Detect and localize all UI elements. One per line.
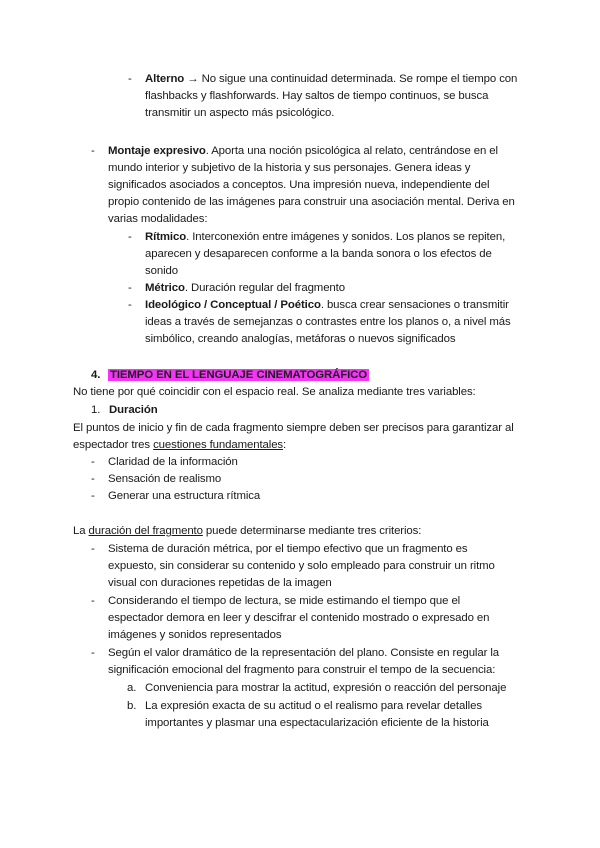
alpha-marker: a.: [127, 682, 137, 694]
criterio-2-line-3: imágenes y sonidos representados: [108, 629, 282, 641]
bullet: -: [128, 299, 132, 311]
list-item: Sensación de realismo: [108, 473, 222, 485]
ritmico-line-2: aparecen y desaparecen conforme a la banda sonora o los efectos de: [145, 248, 492, 260]
bullet: -: [91, 145, 95, 157]
montaje-line-1: [108, 143, 498, 160]
criterio-3-line-2: significación emocional del fragmento para construir el tempo de la secuencia:: [108, 664, 496, 676]
duracion-text-2-pre: espectador tres: [73, 439, 154, 451]
list-item: Generar una estructura rítmica: [108, 490, 261, 502]
section-intro: No tiene por qué coincidir con el espacio real. Se analiza mediante tres variables:: [73, 386, 476, 398]
duracion-text-1: El puntos de inicio y fin de cada fragmento siempre deben ser precisos para garantizar al: [73, 422, 514, 434]
alterno-text: → No sigue una continuidad determinada. Se rompe el tiempo con: [184, 73, 518, 85]
alterno-line-1: [145, 71, 517, 88]
ritmico-text: . Interconexión entre imágenes y sonidos. Los planos se repiten,: [186, 231, 506, 243]
ideologico-line-3: simbólico, creando analogías, metáforas o nuevos significados: [145, 333, 456, 345]
alpha-marker: b.: [127, 700, 137, 712]
bullet: -: [91, 543, 95, 555]
bullet: -: [91, 647, 95, 659]
sub-item-b-line-2: importantes y plasmar una espectacularización eficiente de la historia: [145, 717, 489, 729]
montaje-line-2: mundo interior y subjetivo de la historia y sus personajes. Genera ideas y: [108, 162, 471, 174]
bullet: -: [128, 282, 132, 294]
criterio-1-line-3: visual con duraciones repetidas de la imagen: [108, 577, 332, 589]
section-heading-highlight: TIEMPO EN EL LENGUAJE CINEMATOGRÁFICO: [110, 369, 368, 381]
bullet: -: [91, 595, 95, 607]
montaje-line-4: propio contenido de las imágenes para construir una asociación mental. Deriva en: [108, 196, 515, 208]
sub-item-b-line-1: La expresión exacta de su actitud o el realismo para revelar detalles: [145, 700, 482, 712]
alterno-line-3: transmitir un aspecto más psicológico.: [145, 107, 335, 119]
ritmico-term: Rítmico: [145, 231, 187, 243]
duracion-text-2: [73, 437, 286, 454]
sub-item-a: Conveniencia para mostrar la actitud, expresión o reacción del personaje: [145, 682, 507, 694]
section-number: 4.: [91, 369, 101, 381]
montaje-line-5: varias modalidades:: [108, 213, 208, 225]
bullet: -: [91, 473, 95, 485]
criterio-1-line-2: expuesto, sin considerar su contenido y solo empleado para construir un ritmo: [108, 560, 495, 572]
list-item: Claridad de la información: [108, 456, 238, 468]
section-heading: [108, 367, 369, 384]
duracion-fragmento-underlined: duración del fragmento: [88, 525, 203, 537]
ideologico-line-1: [145, 297, 509, 314]
bullet: -: [128, 231, 132, 243]
metrico-term: Métrico: [145, 282, 185, 294]
cuestiones-underlined: cuestiones fundamentales: [153, 439, 284, 451]
duracion-text-2-post: :: [283, 439, 287, 451]
criterio-2-line-1: Considerando el tiempo de lectura, se mide estimando el tiempo que el: [108, 595, 461, 607]
ideologico-term: Ideológico / Conceptual / Poético: [145, 299, 321, 311]
bullet: -: [91, 456, 95, 468]
ideologico-text: . busca crear sensaciones o transmitir: [320, 299, 509, 311]
bullet: -: [91, 490, 95, 502]
metrico-line-1: [145, 280, 345, 297]
montaje-text: . Aporta una noción psicológica al relato, centrándose en el: [205, 145, 498, 157]
criterio-3-line-1: Según el valor dramático de la representación del plano. Consiste en regular la: [108, 647, 500, 659]
alterno-line-2: flashbacks y flashforwards. Hay saltos de tiempo continuos, se busca: [145, 90, 489, 102]
criterio-1-line-1: Sistema de duración métrica, por el tiempo efectivo que un fragmento es: [108, 543, 468, 555]
criterios-intro: [73, 523, 421, 540]
bullet: -: [128, 73, 132, 85]
criterios-intro-pre: La: [73, 525, 89, 537]
alterno-term: Alterno: [145, 73, 185, 85]
ritmico-line-1: [145, 229, 505, 246]
ideologico-line-2: ideas a través de semejanzas o contrastes entre los planos o, a nivel más: [145, 316, 511, 328]
metrico-text: . Duración regular del fragmento: [184, 282, 345, 294]
numbered-marker: 1.: [91, 404, 101, 416]
duracion-heading: Duración: [109, 404, 158, 416]
montaje-line-3: significados asociados a conceptos. Una impresión nueva, independiente del: [108, 179, 490, 191]
criterios-intro-post: puede determinarse mediante tres criterios:: [202, 525, 422, 537]
criterio-2-line-2: espectador demora en leer y descifrar el contenido mostrado o expresado en: [108, 612, 490, 624]
ritmico-line-3: sonido: [145, 265, 178, 277]
montaje-term: Montaje expresivo: [108, 145, 206, 157]
